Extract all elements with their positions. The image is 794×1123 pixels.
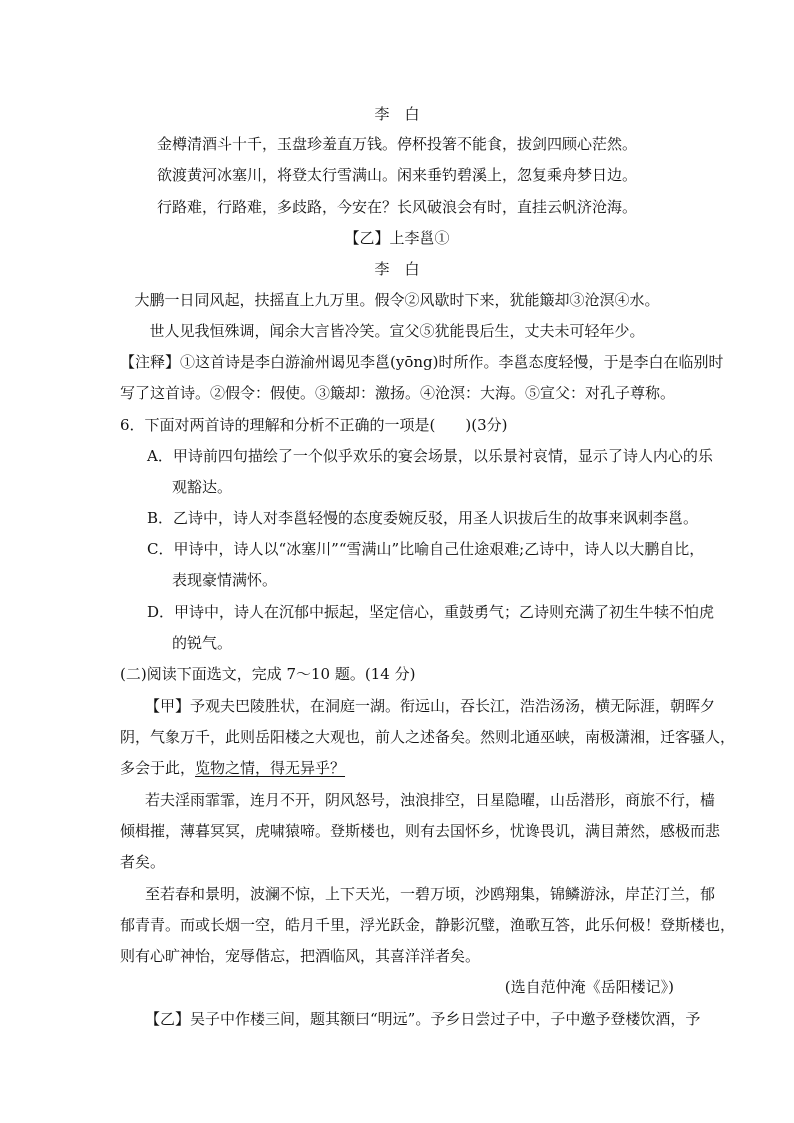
poem-yi-line-2: 世人见我恒殊调，闻余大言皆冷笑。宣父⑤犹能畏后生，丈夫未可轻年少。: [149, 322, 645, 340]
notes-line-1: 【注释】①这首诗是李白游渝州谒见李邕(yōng)时所作。李邕态度轻慢，于是李白在临别时: [120, 353, 724, 371]
passage-yi-p1-l1: 【乙】吴子中作楼三间，题其额曰“明远”。予乡日尝过子中，子中邀予登楼饮酒，予: [145, 1010, 701, 1028]
passage-jia-p2-l3: 者矣。: [120, 853, 166, 871]
passage-jia-p1-l1: 【甲】予观夫巴陵胜状，在洞庭一湖。衔远山，吞长江，浩浩汤汤，横无际涯，朝晖夕: [145, 697, 716, 715]
underlined-sentence: 览物之情，得无异乎？: [195, 759, 346, 777]
poem-yi-author: 李 白: [374, 260, 420, 278]
passage-jia-p2-l1: 若夫淫雨霏霏，连月不开，阴风怒号，浊浪排空，日星隐曜，山岳潜形，商旅不行，樯: [145, 791, 716, 809]
question-6-option-d: D．甲诗中，诗人在沉郁中振起，坚定信心，重鼓勇气；乙诗则充满了初生牛犊不怕虎: [147, 603, 715, 621]
passage-jia-p3-l3: 则有心旷神怡，宠辱偕忘，把酒临风，其喜洋洋者矣。: [120, 947, 481, 965]
passage-jia-p1-l3: [120, 758, 345, 778]
passage-jia-p1-l3-a: 多会于此，: [120, 759, 196, 777]
poem-jia-line-2: 欲渡黄河冰塞川，将登太行雪满山。闲来垂钓碧溪上，忽复乘舟梦日边。: [156, 166, 637, 184]
question-6-option-c: C．甲诗中，诗人以“冰塞川”“雪满山”比喻自己仕途艰难;乙诗中，诗人以大鹏自比，: [147, 540, 705, 558]
passage-jia-p3-l1: 至若春和景明，波澜不惊，上下天光，一碧万顷，沙鸥翔集，锦鳞游泳，岸芷汀兰，郁: [145, 885, 716, 903]
section-2-heading: (二)阅读下面选文，完成 7～10 题。(14 分): [120, 665, 416, 683]
passage-source: (选自范仲淹《岳阳楼记》): [504, 978, 674, 996]
passage-jia-p1-l2: 阴，气象万千，此则岳阳楼之大观也，前人之述备矣。然则北通巫峡，南极潇湘，迁客骚人，: [120, 728, 736, 746]
passage-jia-p3-l2: 郁青青。而或长烟一空，皓月千里，浮光跃金，静影沉璧，渔歌互答，此乐何极！登斯楼也，: [120, 916, 736, 934]
question-6-stem: 6．下面对两首诗的理解和分析不正确的一项是( )(3分): [120, 416, 508, 434]
notes-line-2: 写了这首诗。②假令：假使。③簸却：激扬。④沧溟：大海。⑤宣父：对孔子尊称。: [120, 384, 676, 402]
poem-jia-line-3: 行路难，行路难，多歧路，今安在？长风破浪会有时，直挂云帆济沧海。: [156, 198, 637, 216]
question-6-option-a: A．甲诗前四句描绘了一个似乎欢乐的宴会场景，以乐景衬哀情，显示了诗人内心的乐: [147, 447, 713, 465]
question-6-option-a-cont: 观豁达。: [172, 478, 233, 496]
poem-yi-line-1: 大鹏一日同风起，扶摇直上九万里。假令②风歇时下来，犹能簸却③沧溟④水。: [134, 291, 660, 309]
question-6-option-b: B．乙诗中，诗人对李邕轻慢的态度委婉反驳，用圣人识拔后生的故事来讽刺李邕。: [147, 509, 699, 527]
question-6-option-d-cont: 的锐气。: [172, 634, 233, 652]
passage-jia-p2-l2: 倾楫摧，薄暮冥冥，虎啸猿啼。登斯楼也，则有去国怀乡，忧谗畏讥，满目萧然，感极而悲: [120, 822, 721, 840]
poem-jia-author: 李 白: [374, 105, 420, 123]
question-6-option-c-cont: 表现豪情满怀。: [172, 571, 278, 589]
poem-jia-line-1: 金樽清酒斗十千，玉盘珍羞直万钱。停杯投箸不能食，拔剑四顾心茫然。: [156, 135, 637, 153]
poem-yi-title: 【乙】上李邕①: [344, 229, 450, 247]
